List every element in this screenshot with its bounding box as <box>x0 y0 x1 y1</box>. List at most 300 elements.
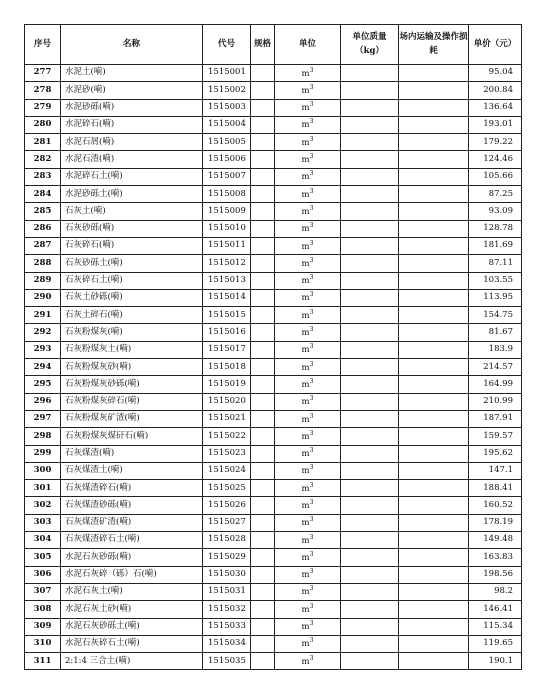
row-unit <box>275 635 341 652</box>
row-unit <box>275 65 341 82</box>
unit-symbol: m <box>301 362 310 373</box>
row-unit <box>275 220 341 237</box>
unit-symbol: m <box>301 172 310 183</box>
row-name: 石灰粉煤灰砂砾(嗬) <box>61 376 203 393</box>
row-price: 181.69 <box>469 237 522 254</box>
row-loss <box>399 289 469 306</box>
row-code: 1515006 <box>203 151 251 168</box>
row-price: 195.62 <box>469 445 522 462</box>
row-unit <box>275 445 341 462</box>
row-number: 300 <box>25 462 61 479</box>
table-row <box>25 116 522 133</box>
row-unit <box>275 168 341 185</box>
row-name: 水泥石灰土砂(嗬) <box>61 601 203 618</box>
table-row <box>25 480 522 497</box>
row-code: 1515012 <box>203 255 251 272</box>
table-row <box>25 134 522 151</box>
row-spec <box>251 203 275 220</box>
row-spec <box>251 272 275 289</box>
header-no: 序号 <box>25 25 61 65</box>
row-spec <box>251 307 275 324</box>
row-name: 石灰砂砾(嗬) <box>61 220 203 237</box>
row-code: 1515031 <box>203 583 251 600</box>
row-number: 310 <box>25 635 61 652</box>
row-name: 水泥石灰土(嗬) <box>61 583 203 600</box>
row-unit <box>275 566 341 583</box>
row-unit <box>275 410 341 427</box>
row-unit <box>275 618 341 635</box>
row-name: 石灰粉煤灰煤矸石(嗬) <box>61 428 203 445</box>
row-price: 210.99 <box>469 393 522 410</box>
row-number: 291 <box>25 307 61 324</box>
row-unit <box>275 255 341 272</box>
row-weight <box>341 99 399 116</box>
row-name: 石灰煤渣(嗬) <box>61 445 203 462</box>
row-code: 1515034 <box>203 635 251 652</box>
unit-symbol: m <box>301 414 310 425</box>
row-name: 水泥石灰碎石土(嗬) <box>61 635 203 652</box>
row-price: 136.64 <box>469 99 522 116</box>
row-price: 115.34 <box>469 618 522 635</box>
row-number: 305 <box>25 549 61 566</box>
table-row <box>25 428 522 445</box>
row-unit <box>275 376 341 393</box>
table-row <box>25 289 522 306</box>
row-name: 水泥砂(嗬) <box>61 82 203 99</box>
unit-power: 3 <box>309 343 314 351</box>
row-spec <box>251 618 275 635</box>
row-number: 283 <box>25 168 61 185</box>
row-loss <box>399 359 469 376</box>
row-number: 308 <box>25 601 61 618</box>
row-spec <box>251 237 275 254</box>
unit-power: 3 <box>309 170 314 178</box>
table-row <box>25 151 522 168</box>
unit-power: 3 <box>309 239 314 247</box>
row-loss <box>399 220 469 237</box>
row-number: 285 <box>25 203 61 220</box>
row-price: 149.48 <box>469 532 522 549</box>
row-loss <box>399 601 469 618</box>
row-number: 286 <box>25 220 61 237</box>
row-loss <box>399 324 469 341</box>
table-row <box>25 237 522 254</box>
unit-symbol: m <box>301 570 310 580</box>
row-spec <box>251 497 275 514</box>
unit-symbol: m <box>301 241 310 252</box>
row-loss <box>399 116 469 133</box>
row-name: 石灰粉煤灰土(嗬) <box>61 341 203 358</box>
row-spec <box>251 341 275 358</box>
row-name: 水泥石屑(嗬) <box>61 134 203 151</box>
row-price: 95.04 <box>469 65 522 82</box>
row-number: 302 <box>25 497 61 514</box>
row-unit <box>275 116 341 133</box>
row-spec <box>251 393 275 410</box>
unit-symbol: m <box>301 483 310 494</box>
unit-symbol: m <box>301 120 310 131</box>
table-row <box>25 168 522 185</box>
row-name: 水泥石灰砂砾土(嗬) <box>61 618 203 635</box>
row-weight <box>341 151 399 168</box>
unit-power: 3 <box>309 222 314 230</box>
row-code: 1515033 <box>203 618 251 635</box>
row-spec <box>251 445 275 462</box>
row-code: 1515019 <box>203 376 251 393</box>
page-footer-fragment <box>0 667 539 676</box>
table-row <box>25 307 522 324</box>
table-row <box>25 583 522 600</box>
row-code: 1515021 <box>203 410 251 427</box>
row-loss <box>399 532 469 549</box>
row-price: 81.67 <box>469 324 522 341</box>
unit-symbol: m <box>301 137 310 148</box>
row-spec <box>251 462 275 479</box>
row-weight <box>341 583 399 600</box>
row-name: 石灰碎石土(嗬) <box>61 272 203 289</box>
table-row <box>25 635 522 652</box>
row-price: 93.09 <box>469 203 522 220</box>
row-loss <box>399 151 469 168</box>
unit-power: 3 <box>309 464 314 472</box>
row-number: 280 <box>25 116 61 133</box>
row-number: 304 <box>25 532 61 549</box>
row-code: 1515009 <box>203 203 251 220</box>
row-spec <box>251 583 275 600</box>
row-number: 277 <box>25 65 61 82</box>
row-loss <box>399 635 469 652</box>
row-number: 288 <box>25 255 61 272</box>
row-spec <box>251 376 275 393</box>
row-name: 水泥砂砾土(嗬) <box>61 186 203 203</box>
row-code: 1515014 <box>203 289 251 306</box>
row-loss <box>399 99 469 116</box>
row-code: 1515030 <box>203 566 251 583</box>
row-number: 307 <box>25 583 61 600</box>
row-name: 石灰煤渣土(嗬) <box>61 462 203 479</box>
unit-symbol: m <box>301 621 310 632</box>
unit-power: 3 <box>309 377 314 385</box>
row-weight <box>341 618 399 635</box>
row-number: 281 <box>25 134 61 151</box>
row-name: 水泥石灰砂砾(嗬) <box>61 549 203 566</box>
row-price: 103.55 <box>469 272 522 289</box>
header-unit: 单位 <box>275 25 341 65</box>
unit-power: 3 <box>309 568 314 576</box>
unit-power: 3 <box>309 602 314 610</box>
row-name: 水泥石灰碎（砾）石(嗬) <box>61 566 203 583</box>
row-spec <box>251 480 275 497</box>
row-price: 160.52 <box>469 497 522 514</box>
row-code: 1515032 <box>203 601 251 618</box>
row-loss <box>399 480 469 497</box>
row-unit <box>275 341 341 358</box>
row-weight <box>341 289 399 306</box>
row-loss <box>399 445 469 462</box>
row-unit <box>275 307 341 324</box>
table-header-row <box>25 25 522 65</box>
row-code: 1515022 <box>203 428 251 445</box>
unit-power: 3 <box>309 550 314 558</box>
unit-power: 3 <box>309 326 314 334</box>
row-price: 193.01 <box>469 116 522 133</box>
unit-power: 3 <box>309 101 314 109</box>
unit-symbol: m <box>301 552 310 563</box>
unit-symbol: m <box>301 535 310 546</box>
row-name: 水泥碎石土(嗬) <box>61 168 203 185</box>
table-row <box>25 220 522 237</box>
row-code: 1515007 <box>203 168 251 185</box>
row-unit <box>275 203 341 220</box>
row-price: 200.84 <box>469 82 522 99</box>
unit-symbol: m <box>301 102 310 113</box>
row-weight <box>341 307 399 324</box>
row-number: 289 <box>25 272 61 289</box>
row-number: 295 <box>25 376 61 393</box>
table-row <box>25 82 522 99</box>
table-row <box>25 255 522 272</box>
row-loss <box>399 65 469 82</box>
table-row <box>25 359 522 376</box>
row-loss <box>399 566 469 583</box>
unit-power: 3 <box>309 395 314 403</box>
row-code: 1515027 <box>203 514 251 531</box>
unit-symbol: m <box>301 224 310 235</box>
row-number: 306 <box>25 566 61 583</box>
unit-symbol: m <box>301 293 310 304</box>
row-weight <box>341 428 399 445</box>
row-code: 1515003 <box>203 99 251 116</box>
row-unit <box>275 359 341 376</box>
row-loss <box>399 583 469 600</box>
row-spec <box>251 566 275 583</box>
row-name: 石灰粉煤灰矿渣(嗬) <box>61 410 203 427</box>
table-row <box>25 497 522 514</box>
row-name: 石灰煤渣碎石(嗬) <box>61 480 203 497</box>
row-price: 87.11 <box>469 255 522 272</box>
row-loss <box>399 462 469 479</box>
row-weight <box>341 116 399 133</box>
row-unit <box>275 480 341 497</box>
row-name: 石灰粉煤灰砂(嗬) <box>61 359 203 376</box>
unit-power: 3 <box>309 637 314 645</box>
row-unit <box>275 532 341 549</box>
unit-power: 3 <box>309 654 314 662</box>
row-spec <box>251 82 275 99</box>
row-name: 石灰粉煤灰碎石(嗬) <box>61 393 203 410</box>
row-number: 287 <box>25 237 61 254</box>
row-loss <box>399 237 469 254</box>
row-unit <box>275 462 341 479</box>
row-number: 294 <box>25 359 61 376</box>
row-weight <box>341 203 399 220</box>
row-number: 292 <box>25 324 61 341</box>
row-spec <box>251 324 275 341</box>
row-price: 105.66 <box>469 168 522 185</box>
row-price: 163.83 <box>469 549 522 566</box>
header-name: 名称 <box>61 25 203 65</box>
row-loss <box>399 393 469 410</box>
row-loss <box>399 497 469 514</box>
row-weight <box>341 549 399 566</box>
row-code: 1515005 <box>203 134 251 151</box>
row-code: 1515015 <box>203 307 251 324</box>
row-loss <box>399 186 469 203</box>
unit-power: 3 <box>309 256 314 264</box>
row-number: 278 <box>25 82 61 99</box>
row-name: 石灰煤渣砂砾(嗬) <box>61 497 203 514</box>
table-row <box>25 462 522 479</box>
unit-power: 3 <box>309 204 314 212</box>
row-price: 179.22 <box>469 134 522 151</box>
row-loss <box>399 307 469 324</box>
row-price: 183.9 <box>469 341 522 358</box>
table-row <box>25 393 522 410</box>
row-weight <box>341 359 399 376</box>
unit-symbol: m <box>301 85 310 96</box>
row-code: 1515004 <box>203 116 251 133</box>
row-weight <box>341 601 399 618</box>
row-loss <box>399 514 469 531</box>
table-row <box>25 566 522 583</box>
row-loss <box>399 618 469 635</box>
row-weight <box>341 220 399 237</box>
row-weight <box>341 272 399 289</box>
row-spec <box>251 514 275 531</box>
row-spec <box>251 99 275 116</box>
header-loss: 场内运输及操作损耗 <box>399 25 469 65</box>
unit-symbol: m <box>301 327 310 338</box>
unit-power: 3 <box>309 533 314 541</box>
row-weight <box>341 566 399 583</box>
table-row <box>25 445 522 462</box>
row-name: 水泥土(嗬) <box>61 65 203 82</box>
row-weight <box>341 532 399 549</box>
row-unit <box>275 514 341 531</box>
row-name: 石灰碎石(嗬) <box>61 237 203 254</box>
table-row <box>25 514 522 531</box>
unit-symbol: m <box>301 379 310 390</box>
unit-symbol: m <box>301 500 310 511</box>
row-unit <box>275 99 341 116</box>
unit-power: 3 <box>309 187 314 195</box>
row-number: 298 <box>25 428 61 445</box>
row-unit <box>275 186 341 203</box>
header-code: 代号 <box>203 25 251 65</box>
row-code: 1515029 <box>203 549 251 566</box>
row-price: 87.25 <box>469 186 522 203</box>
row-price: 214.57 <box>469 359 522 376</box>
table-row <box>25 324 522 341</box>
row-unit <box>275 549 341 566</box>
unit-symbol: m <box>301 345 310 356</box>
row-code: 1515002 <box>203 82 251 99</box>
row-spec <box>251 601 275 618</box>
unit-symbol: m <box>301 154 310 165</box>
row-unit <box>275 601 341 618</box>
row-price: 187.91 <box>469 410 522 427</box>
row-loss <box>399 203 469 220</box>
row-name: 水泥砂砾(嗬) <box>61 99 203 116</box>
row-unit <box>275 272 341 289</box>
row-unit <box>275 583 341 600</box>
row-name: 水泥碎石(嗬) <box>61 116 203 133</box>
table-row <box>25 532 522 549</box>
row-weight <box>341 376 399 393</box>
row-loss <box>399 410 469 427</box>
row-weight <box>341 462 399 479</box>
header-spec: 规格 <box>251 25 275 65</box>
row-number: 279 <box>25 99 61 116</box>
unit-power: 3 <box>309 412 314 420</box>
unit-symbol: m <box>301 587 310 598</box>
row-name: 石灰粉煤灰(嗬) <box>61 324 203 341</box>
row-name: 石灰土砂砾(嗬) <box>61 289 203 306</box>
row-spec <box>251 289 275 306</box>
row-unit <box>275 428 341 445</box>
row-spec <box>251 635 275 652</box>
unit-power: 3 <box>309 118 314 126</box>
row-loss <box>399 134 469 151</box>
unit-power: 3 <box>309 620 314 628</box>
row-spec <box>251 532 275 549</box>
row-code: 1515001 <box>203 65 251 82</box>
table-row <box>25 65 522 82</box>
row-number: 301 <box>25 480 61 497</box>
unit-power: 3 <box>309 308 314 316</box>
row-name: 水泥石渣(嗬) <box>61 151 203 168</box>
unit-power: 3 <box>309 66 314 74</box>
unit-symbol: m <box>301 275 310 286</box>
unit-symbol: m <box>301 518 310 529</box>
row-number: 284 <box>25 186 61 203</box>
row-unit <box>275 151 341 168</box>
row-code: 1515010 <box>203 220 251 237</box>
row-name: 石灰煤渣碎石土(嗬) <box>61 532 203 549</box>
row-code: 1515016 <box>203 324 251 341</box>
row-price: 188.41 <box>469 480 522 497</box>
row-weight <box>341 445 399 462</box>
row-loss <box>399 549 469 566</box>
row-spec <box>251 151 275 168</box>
row-price: 198.56 <box>469 566 522 583</box>
unit-power: 3 <box>309 135 314 143</box>
table-row <box>25 601 522 618</box>
row-weight <box>341 393 399 410</box>
row-unit <box>275 134 341 151</box>
row-price: 190.1 <box>469 653 522 670</box>
row-weight <box>341 324 399 341</box>
row-code: 1515025 <box>203 480 251 497</box>
unit-symbol: m <box>301 448 310 459</box>
unit-power: 3 <box>309 516 314 524</box>
row-price: 146.41 <box>469 601 522 618</box>
table-row <box>25 376 522 393</box>
row-weight <box>341 255 399 272</box>
unit-power: 3 <box>309 360 314 368</box>
unit-power: 3 <box>309 585 314 593</box>
row-price: 164.99 <box>469 376 522 393</box>
table-row <box>25 549 522 566</box>
row-unit <box>275 237 341 254</box>
row-price: 119.65 <box>469 635 522 652</box>
row-code: 1515024 <box>203 462 251 479</box>
row-code: 1515020 <box>203 393 251 410</box>
material-price-table <box>24 24 522 670</box>
row-weight <box>341 168 399 185</box>
unit-power: 3 <box>309 498 314 506</box>
row-loss <box>399 168 469 185</box>
